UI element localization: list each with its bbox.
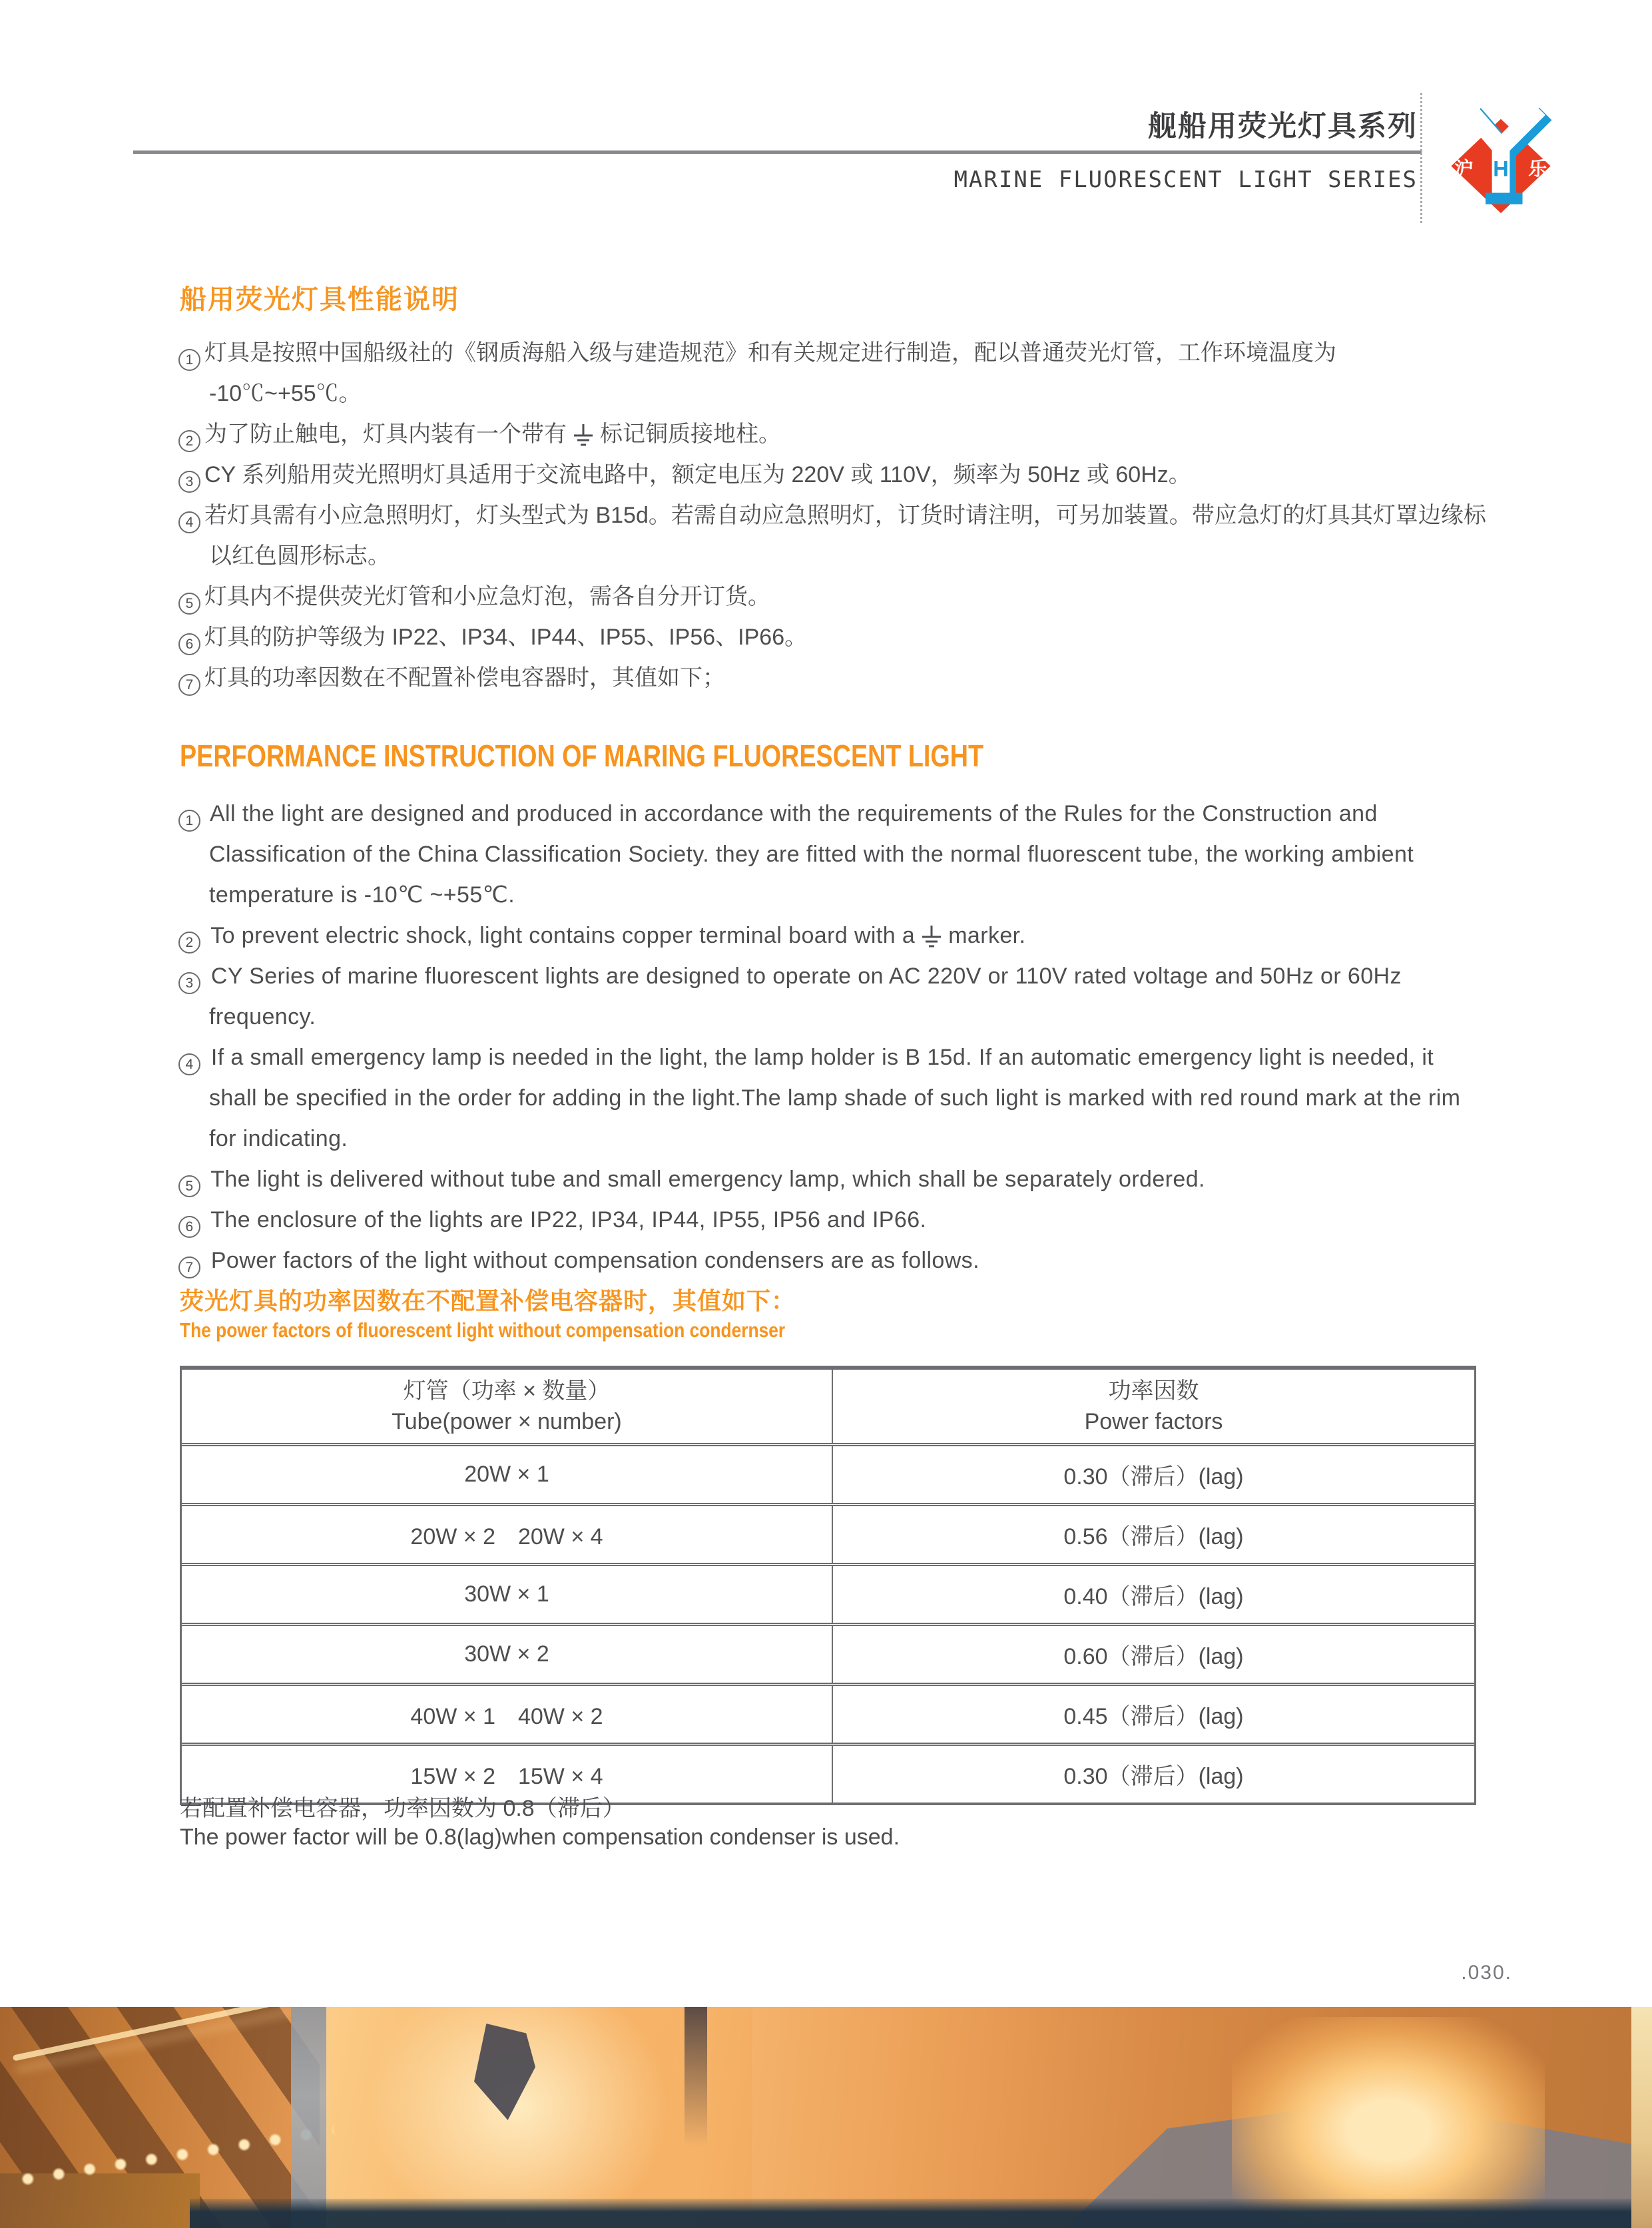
column-header-pf xyxy=(832,1370,1474,1443)
header-rule xyxy=(133,150,1422,154)
item-text: 若灯具需有小应急照明灯，灯头型式为 B15d。若需自动应急照明灯，订货时请注明，可另加装置。带应急灯的灯具其灯罩边缘标以红色圆形标志。 xyxy=(204,503,1486,569)
table-row xyxy=(182,1503,1474,1563)
pf-cell: 0.40（滞后）(lag) xyxy=(832,1566,1474,1623)
pf-cell: 0.60（滞后）(lag) xyxy=(832,1626,1474,1683)
item-text: To prevent electric shock, light contains copper terminal board with a xyxy=(210,923,916,948)
list-item xyxy=(178,1241,1487,1281)
item-text: 灯具是按照中国船级社的《钢质海船入级与建造规范》和有关规定进行制造，配以普通荧光灯管，工作环境温度为 -10℃~+55℃。 xyxy=(204,340,1336,406)
item-text: 灯具内不提供荧光灯管和小应急灯泡，需各自分开订货。 xyxy=(204,584,770,609)
logo-char-left: 沪 xyxy=(1454,158,1474,180)
item-number: 3 xyxy=(178,471,200,493)
photo-bottom-walkway xyxy=(190,2199,1631,2228)
list-item xyxy=(178,495,1487,577)
list-item xyxy=(178,658,1487,698)
item-number: 5 xyxy=(178,1175,200,1197)
item-text: The light is delivered without tube and small emergency lamp, which shall be separately ordered. xyxy=(210,1167,1205,1192)
item-text: 灯具的防护等级为 IP22、IP34、IP44、IP55、IP56、IP66。 xyxy=(204,625,808,650)
photo-dark-edge xyxy=(685,2007,707,2147)
column-header-tube xyxy=(182,1370,832,1443)
item-number: 6 xyxy=(178,633,200,655)
item-number: 1 xyxy=(178,810,200,832)
item-number: 7 xyxy=(178,1256,200,1278)
item-text: The enclosure of the lights are IP22, IP34, IP44, IP55, IP56 and IP66. xyxy=(210,1207,927,1233)
table-heading-cn: 荧光灯具的功率因数在不配置补偿电容器时，其值如下： xyxy=(180,1287,796,1314)
list-item xyxy=(178,577,1487,617)
item-number: 2 xyxy=(178,932,200,954)
item-number: 4 xyxy=(178,1053,200,1075)
item-number: 4 xyxy=(178,511,200,533)
column-header-pf-en: Power factors xyxy=(1084,1409,1223,1434)
item-text: All the light are designed and produced in accordance with the requirements of the Rules for the Construction and Classification of the China Classification Society. they are fitted with the normal fluorescent tube, the working ambient temperature is -10℃ ~+55℃. xyxy=(209,801,1414,908)
tube-cell: 20W × 2 20W × 4 xyxy=(410,1524,603,1549)
table-row xyxy=(182,1563,1474,1623)
earth-ground-icon xyxy=(920,924,943,950)
table-row xyxy=(182,1683,1474,1743)
list-item xyxy=(178,1037,1487,1159)
pf-cell: 0.30（滞后）(lag) xyxy=(832,1746,1474,1803)
item-text: 标记铜质接地柱。 xyxy=(600,421,781,447)
item-number: 1 xyxy=(178,349,200,371)
power-factor-table xyxy=(180,1366,1476,1805)
item-number: 6 xyxy=(178,1216,200,1238)
item-text: CY Series of marine fluorescent lights are designed to operate on AC 220V or 110V rated voltage and 50Hz or 60Hz frequency. xyxy=(209,964,1402,1029)
list-item xyxy=(178,617,1487,658)
tube-cell: 20W × 1 xyxy=(464,1462,549,1487)
logo-foot-bar xyxy=(1486,193,1522,204)
list-item xyxy=(178,916,1487,956)
column-header-tube-cn: 灯管（功率 × 数量） xyxy=(403,1378,611,1404)
column-header-tube-en: Tube(power × number) xyxy=(392,1409,622,1434)
tube-cell: 30W × 1 xyxy=(464,1581,549,1607)
logo-char-right: 乐 xyxy=(1528,158,1547,180)
list-item xyxy=(178,956,1487,1037)
list-item xyxy=(178,333,1487,414)
item-text: CY 系列船用荧光照明灯具适用于交流电路中，额定电压为 220V 或 110V，频率为 50Hz 或 60Hz。 xyxy=(204,462,1191,487)
photo-blue-strip xyxy=(291,2007,330,2228)
table-note-cn: 若配置补偿电容器，功率因数为 0.8（滞后） xyxy=(180,1796,625,1821)
table-header-row xyxy=(182,1370,1474,1443)
item-number: 5 xyxy=(178,593,200,615)
item-text: marker. xyxy=(948,923,1026,948)
table-row xyxy=(182,1443,1474,1503)
performance-list-cn xyxy=(178,333,1487,698)
photo-right-strip xyxy=(1631,2007,1652,2228)
section-heading-en: PERFORMANCE INSTRUCTION OF MARING FLUORESCENT LIGHT xyxy=(180,738,984,773)
page-title-en: MARINE FLUORESCENT LIGHT SERIES xyxy=(954,166,1418,193)
header-divider xyxy=(1420,93,1422,223)
item-number: 2 xyxy=(178,430,200,452)
item-number: 3 xyxy=(178,972,200,994)
item-text: 为了防止触电，灯具内装有一个带有 xyxy=(204,421,567,447)
table-heading-en: The power factors of fluorescent light without compensation condernser xyxy=(180,1318,786,1342)
footer-photo xyxy=(0,2007,1652,2228)
logo-char-mid: H xyxy=(1493,156,1509,181)
item-number: 7 xyxy=(178,674,200,696)
list-item xyxy=(178,1159,1487,1200)
pf-cell: 0.56（滞后）(lag) xyxy=(832,1506,1474,1563)
table-note-en: The power factor will be 0.8(lag)when compensation condenser is used. xyxy=(180,1824,900,1850)
tube-cell: 30W × 2 xyxy=(464,1641,549,1667)
section-heading-cn: 船用荧光灯具性能说明 xyxy=(180,285,459,314)
list-item xyxy=(178,414,1487,455)
company-logo-icon xyxy=(1437,99,1565,216)
photo-bulb-glow xyxy=(1232,2017,1545,2223)
page-title-cn: 舰船用荧光灯具系列 xyxy=(1148,111,1418,142)
pf-cell: 0.30（滞后）(lag) xyxy=(832,1446,1474,1503)
item-text: 灯具的功率因数在不配置补偿电容器时，其值如下； xyxy=(204,665,725,691)
column-header-pf-cn: 功率因数 xyxy=(1108,1378,1199,1404)
tube-cell: 40W × 1 40W × 2 xyxy=(410,1704,603,1729)
page-number: .030. xyxy=(1461,1962,1512,1984)
earth-ground-icon xyxy=(572,422,595,449)
tube-cell: 15W × 2 15W × 4 xyxy=(410,1764,603,1789)
performance-list-en xyxy=(178,794,1487,1281)
table-row xyxy=(182,1623,1474,1683)
item-text: If a small emergency lamp is needed in the light, the lamp holder is B 15d. If an automatic emergency light is needed, it shall be specified in the order for adding in the light.The lamp shade of such light is marked with red round mark at the rim for indicating. xyxy=(209,1045,1461,1151)
list-item xyxy=(178,1200,1487,1241)
list-item xyxy=(178,455,1487,495)
item-text: Power factors of the light without compensation condensers are as follows. xyxy=(210,1248,979,1273)
pf-cell: 0.45（滞后）(lag) xyxy=(832,1686,1474,1743)
list-item xyxy=(178,794,1487,916)
